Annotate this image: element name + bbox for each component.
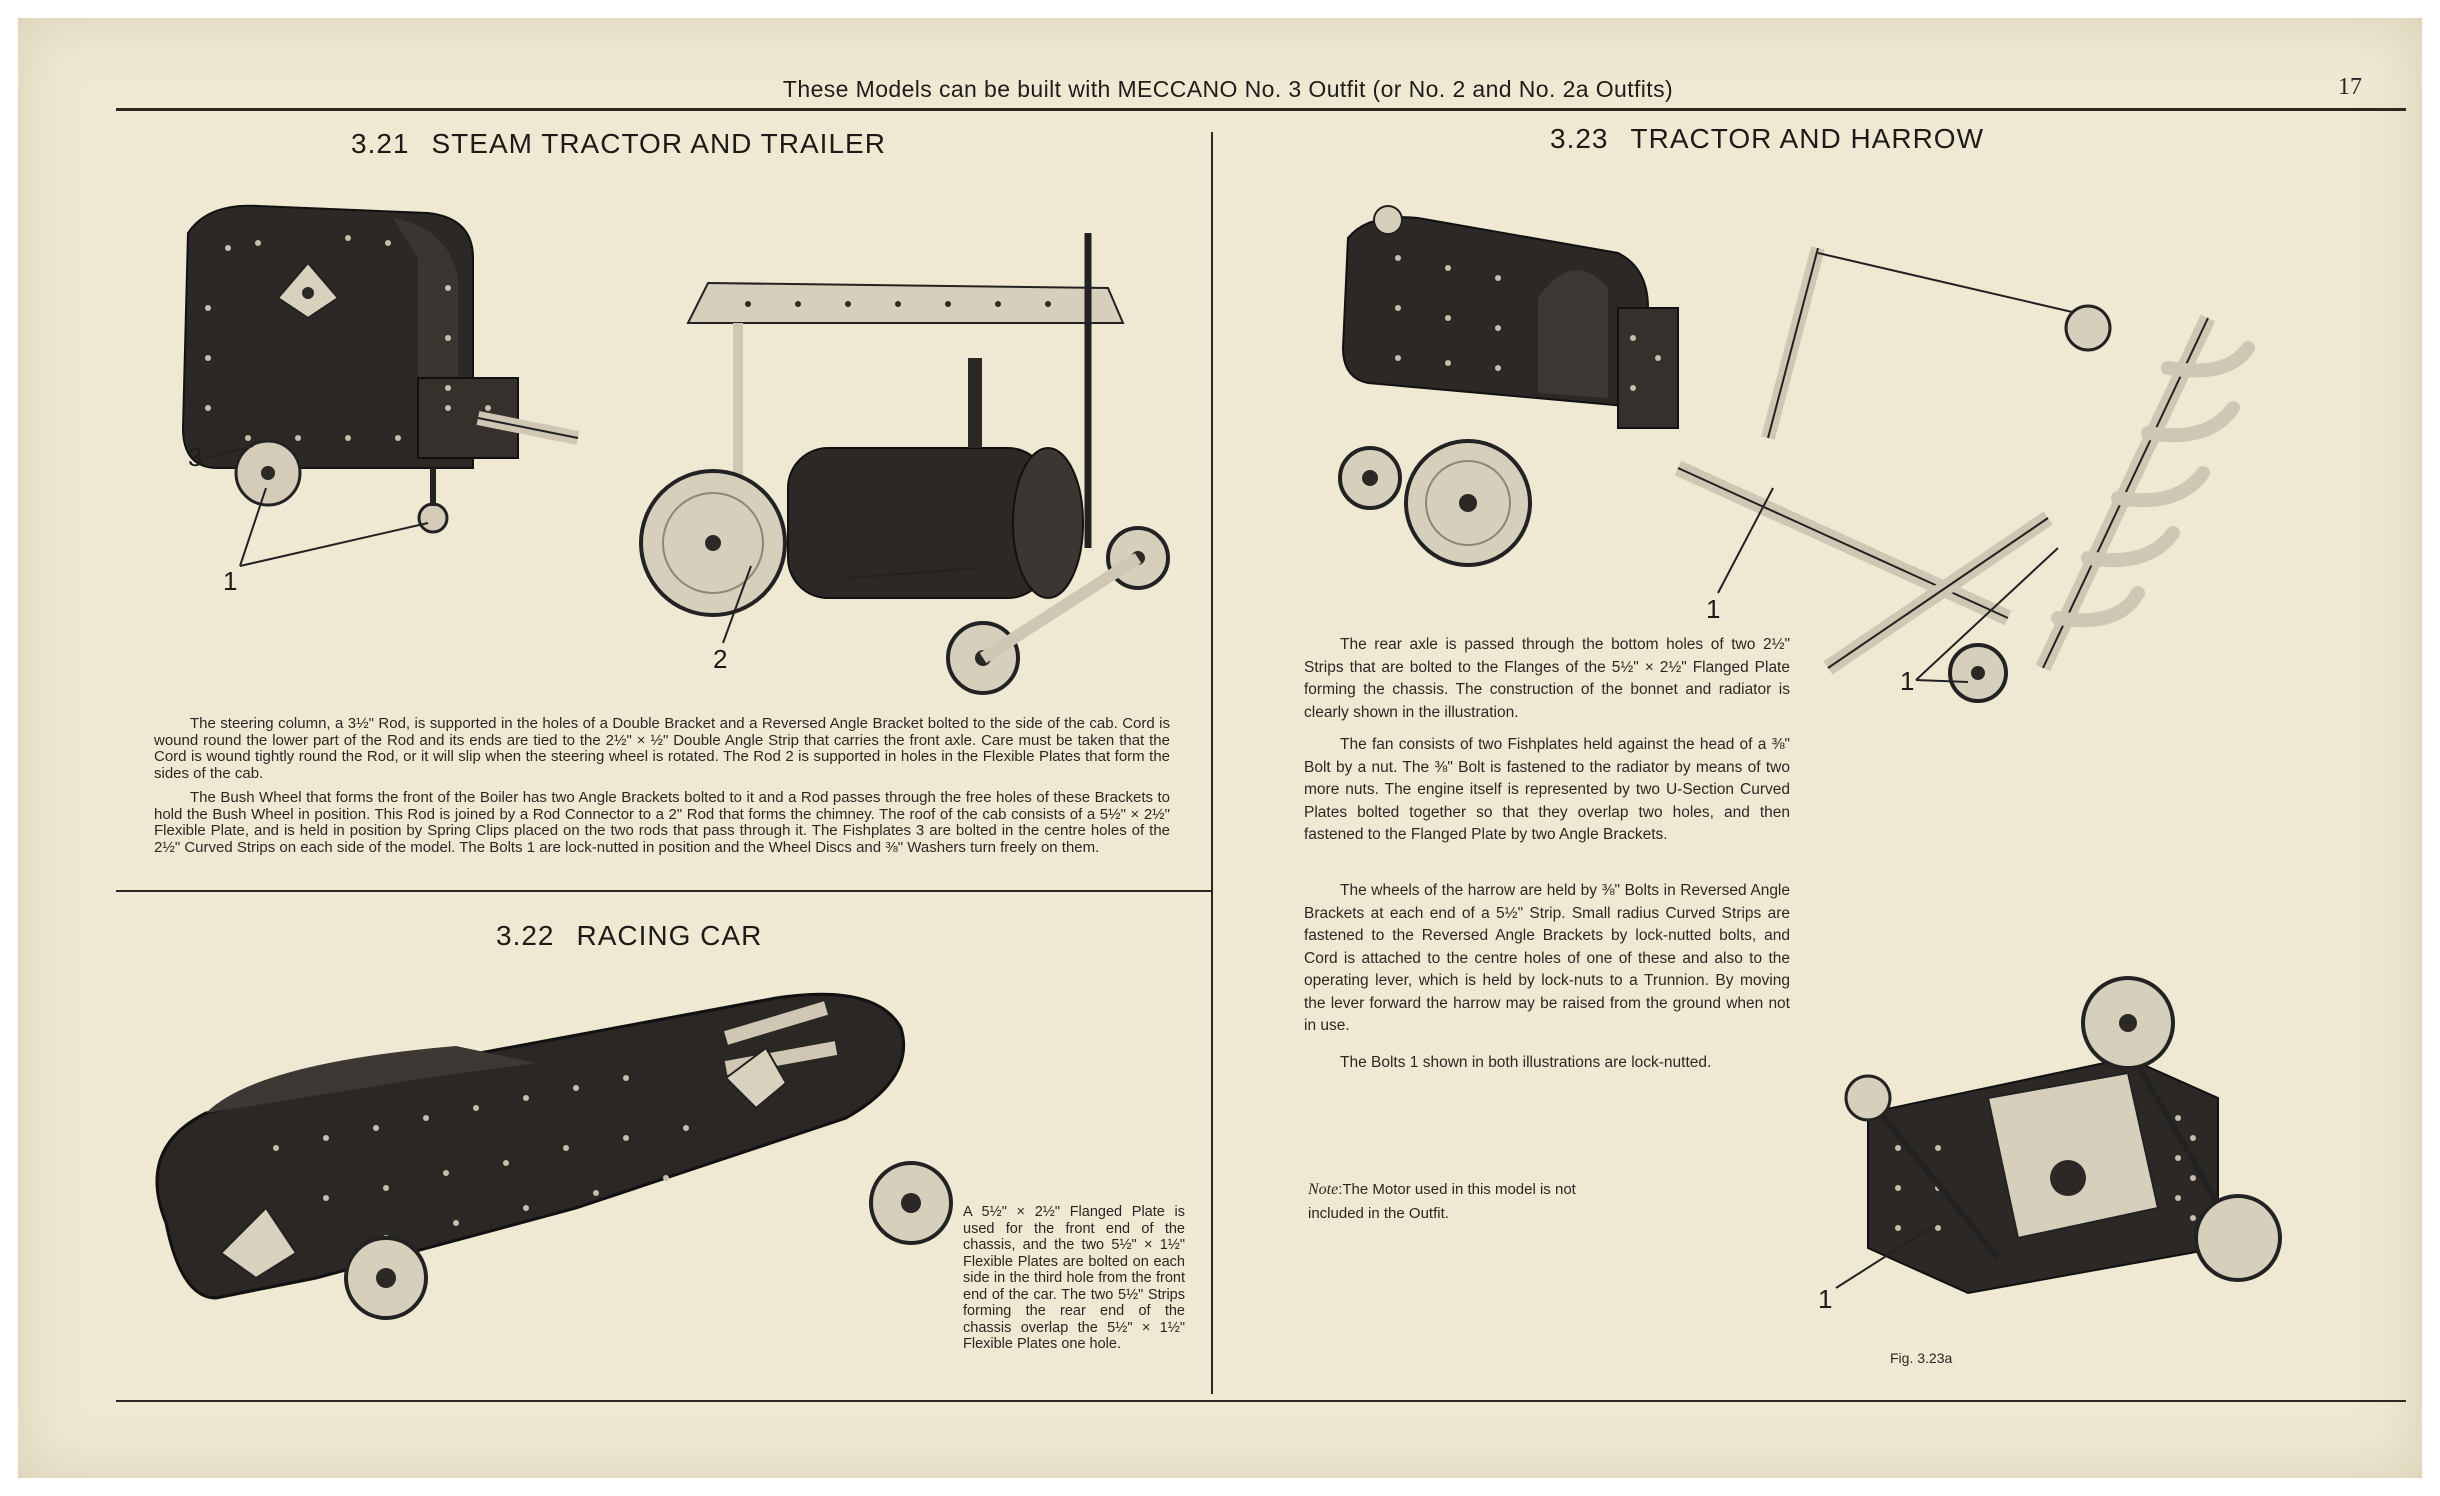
callout-label: 2 bbox=[713, 644, 728, 674]
callout-label: 3 bbox=[188, 442, 203, 472]
paragraph: The steering column, a 3½" Rod, is supported in the holes of a Double Bracket and a Reversed Angle Bracket bolted to the side of the cab. Cord is wound round the lower part of the Rod and its ends are tied to the 2½" × ½" Double Angle Strip that carries the front axle. Care must be taken that the Cord is wound tightly round the Rod, or it will slip when the steering wheel is rotated. The Rod 2 is supported in holes in the Flexible Plates that form the sides of the cab. bbox=[154, 715, 1170, 782]
note-label: Note bbox=[1308, 1181, 1339, 1198]
callout-label: 1 bbox=[1706, 594, 1721, 624]
paragraph: The Bolts 1 shown in both illustrations are lock-nutted. bbox=[1340, 1054, 1712, 1071]
motor-chassis-illustration bbox=[1798, 948, 2318, 1338]
section-number: 3.21 bbox=[351, 128, 410, 159]
running-header: These Models can be built with MECCANO No. 3 Outfit (or No. 2 and No. 2a Outfits) bbox=[782, 76, 1674, 102]
figure-caption: Fig. 3.23a bbox=[1890, 1350, 1953, 1366]
motor-note bbox=[1308, 1178, 1608, 1226]
section-heading: TRACTOR AND HARROW bbox=[1630, 123, 1984, 154]
steam-tractor-illustration bbox=[148, 188, 1148, 718]
section-number: 3.23 bbox=[1550, 123, 1609, 154]
section-number: 3.22 bbox=[496, 920, 555, 951]
section-title-3-22 bbox=[496, 920, 762, 952]
paragraph: The rear axle is passed through the bottom holes of two 2½" Strips that are bolted to the Flanges of the 5½" × 2½" Flanged Plate forming the chassis. The construction of the bonnet and radiator is clearly shown in the illustration. bbox=[1304, 636, 1790, 721]
paragraph: The Bush Wheel that forms the front of the Boiler has two Angle Brackets bolted to it and a Rod passes through the free holes of these Brackets to hold the Bush Wheel in position. This Rod is joined by a Rod Connector to a 2" Rod that forms the chimney. The roof of the cab consists of a 5½" × 2½" Flexible Plate, and is held in position by Spring Clips placed on the two rods that pass through it. The Fishplates 3 are bolted in the centre holes of the 2½" Curved Strips on each side of the model. The Bolts 1 are lock-nutted in position and the Wheel Discs and ⅜" Washers turn freely on them. bbox=[154, 789, 1170, 856]
racing-car-description: A 5½" × 2½" Flanged Plate is used for the front end of the chassis, and the two 5½" × 1½" Flexible Plates are bolted on each side in the third hole from the front end of the car. The two 5½" Strips forming the rear end of the chassis overlap the 5½" × 1½" Flexible Plates one hole. bbox=[963, 1204, 1185, 1352]
section-divider bbox=[116, 890, 1211, 892]
footer-rule bbox=[116, 1400, 2406, 1402]
header-rule bbox=[116, 108, 2406, 111]
column-divider bbox=[1211, 132, 1213, 1394]
page-number: 17 bbox=[2338, 74, 2362, 100]
catalogue-page bbox=[18, 18, 2422, 1478]
note-text: :The Motor used in this model is not included in the Outfit. bbox=[1308, 1181, 1576, 1222]
section-heading: RACING CAR bbox=[576, 920, 763, 951]
callout-label: 1 bbox=[1900, 666, 1915, 696]
paragraph: The fan consists of two Fishplates held against the head of a ⅜" Bolt by a nut. The ⅜" Bolt is fastened to the radiator by means of two more nuts. The engine itself is represented by two U-Section Curved Plates bolted together so that they overlap two holes, and then fastened to the Flanged Plate by two Angle Brackets. bbox=[1304, 736, 1790, 843]
section-title-3-21 bbox=[351, 128, 886, 160]
section-title-3-23 bbox=[1550, 123, 1984, 155]
section-heading: STEAM TRACTOR AND TRAILER bbox=[431, 128, 886, 159]
paragraph: The wheels of the harrow are held by ⅜" Bolts in Reversed Angle Brackets at each end of a 5½" Strip. Small radius Curved Strips are fastened to the Reversed Angle Brackets by lock-nutted bolts, and Cord is attached to the centre holes of one of these and also to the operating lever, which is held by lock-nuts to a Trunnion. By moving the lever forward the harrow may be raised from the ground when not in use. bbox=[1304, 882, 1790, 1034]
callout-label: 1 bbox=[1818, 1284, 1833, 1314]
callout-label: 1 bbox=[223, 566, 238, 596]
